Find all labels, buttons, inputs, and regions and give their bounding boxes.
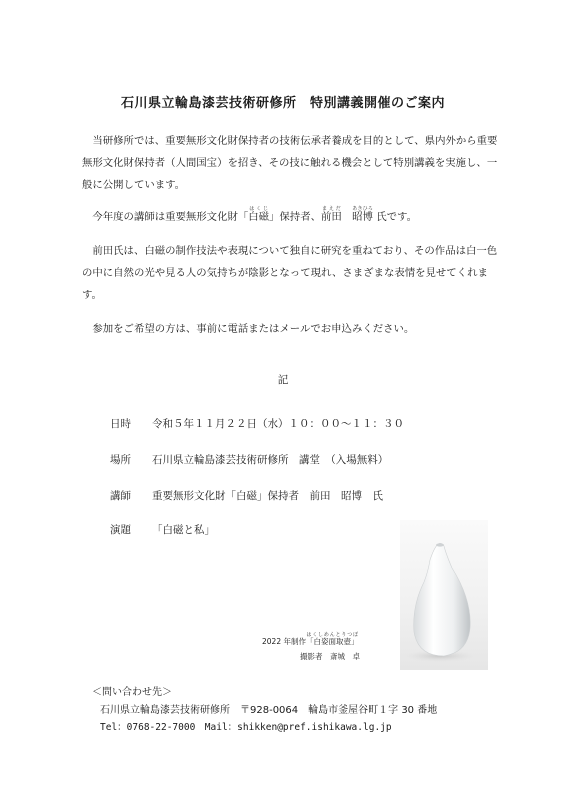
intro-p2-suffix: 氏です。 bbox=[376, 211, 417, 223]
detail-label: 講師 bbox=[110, 490, 131, 502]
porcelain-vase-photo bbox=[400, 520, 488, 670]
photo-caption-photographer: 撮影者 斎城 卓 bbox=[300, 652, 360, 661]
detail-row-lecturer bbox=[110, 488, 383, 503]
photo-caption-title bbox=[262, 632, 358, 647]
detail-label: 日時 bbox=[110, 418, 131, 430]
intro-paragraph-4: 参加をご希望の方は、事前に電話またはメールでお申込みください。 bbox=[92, 323, 415, 335]
detail-row-datetime bbox=[110, 416, 404, 431]
ki-heading: 記 bbox=[277, 374, 289, 386]
caption-year: 2022 年制作 bbox=[262, 637, 306, 646]
detail-row-place bbox=[110, 452, 388, 467]
intro-paragraph-3: 前田氏は、白磁の制作技法や表現について独自に研究を重ねており、その作品は白一色の中に自然の光や見る人の気持ちが陰影となって現れ、さまざまな表情を見せてくれます。 bbox=[82, 245, 498, 301]
intro-p2-middle: 」保持者、 bbox=[269, 211, 321, 223]
detail-row-topic bbox=[110, 522, 215, 537]
detail-label: 演題 bbox=[110, 524, 131, 536]
page-title: 石川県立輪島漆芸技術研修所 特別講義開催のご案内 bbox=[120, 96, 445, 111]
detail-value: 石川県立輪島漆芸技術研修所 講堂 （入場無料） bbox=[152, 454, 389, 466]
contact-heading: ＜問い合わせ先＞ bbox=[92, 687, 172, 698]
caption-work-ruby: 「白姿面取壺」はくしめんとりつぼ bbox=[305, 632, 359, 646]
maeda-ruby: 前田まえだ bbox=[320, 206, 342, 223]
detail-value: 令和５年１１月２２日（水）１０：００～１１：３０ bbox=[152, 418, 404, 430]
porcelain-vase-illustration bbox=[400, 520, 488, 670]
hakuji-ruby: 白磁はくじ bbox=[248, 206, 270, 223]
intro-paragraph-2 bbox=[82, 206, 502, 228]
contact-tel-mail: Tel：0768-22-7000 Mail：shikken@pref.ishikawa.lg.jp bbox=[100, 722, 392, 733]
detail-value: 重要無形文化財「白磁」保持者 前田 昭博 氏 bbox=[152, 490, 383, 502]
intro-p2-prefix: 今年度の講師は重要無形文化財「 bbox=[92, 211, 249, 223]
detail-value: 「白磁と私」 bbox=[152, 524, 215, 536]
detail-label: 場所 bbox=[110, 454, 131, 466]
akihiro-ruby: 昭博あきひろ bbox=[352, 206, 373, 223]
contact-address: 石川県立輪島漆芸技術研修所 〒928-0064 輪島市釜屋谷町１字 30 番地 bbox=[100, 705, 438, 716]
intro-paragraph-1: 当研修所では、重要無形文化財保持者の技術伝承者養成を目的として、県内外から重要無形文化財保持者（人間国宝）を招き、その技に触れる機会として特別講義を実施し、一般に公開しています。 bbox=[82, 135, 498, 191]
